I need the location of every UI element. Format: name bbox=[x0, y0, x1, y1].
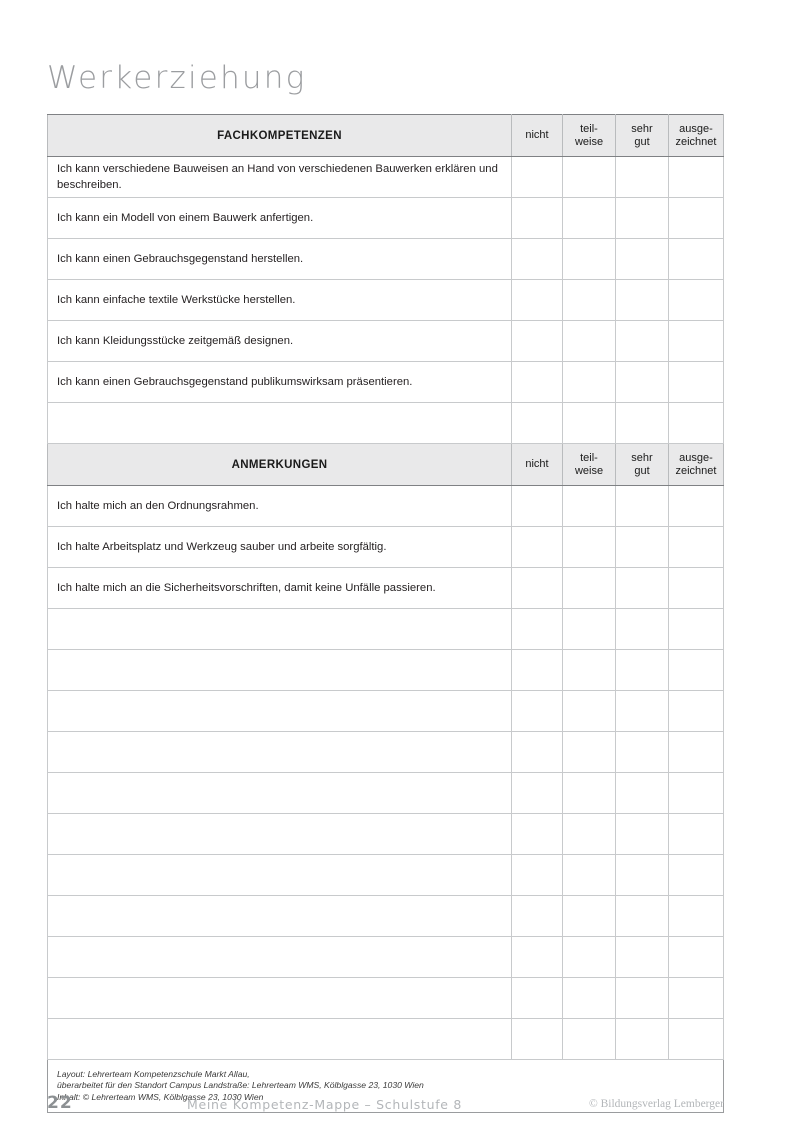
rating-checkbox-cell[interactable] bbox=[512, 527, 563, 568]
rating-checkbox-cell[interactable] bbox=[512, 362, 563, 403]
rating-checkbox-cell[interactable] bbox=[669, 773, 724, 814]
empty-statement-cell[interactable] bbox=[48, 403, 512, 444]
statement-text: Ich kann Kleidungsstücke zeitgemäß designen. bbox=[48, 321, 512, 362]
rating-checkbox-cell[interactable] bbox=[512, 198, 563, 239]
rating-checkbox-cell[interactable] bbox=[563, 239, 616, 280]
empty-row[interactable] bbox=[48, 609, 724, 650]
rating-checkbox-cell[interactable] bbox=[512, 978, 563, 1019]
statement-text: Ich halte mich an die Sicherheitsvorschriften, damit keine Unfälle passieren. bbox=[48, 568, 512, 609]
rating-checkbox-cell[interactable] bbox=[616, 280, 669, 321]
rating-checkbox-cell[interactable] bbox=[563, 609, 616, 650]
statement-text: Ich kann einfache textile Werkstücke herstellen. bbox=[48, 280, 512, 321]
rating-checkbox-cell[interactable] bbox=[669, 486, 724, 527]
rating-checkbox-cell[interactable] bbox=[616, 773, 669, 814]
empty-row[interactable] bbox=[48, 937, 724, 978]
rating-header-line2: weise bbox=[574, 464, 604, 477]
rating-checkbox-cell[interactable] bbox=[669, 650, 724, 691]
rating-checkbox-cell[interactable] bbox=[669, 157, 724, 198]
rating-checkbox-cell[interactable] bbox=[563, 321, 616, 362]
empty-statement-cell[interactable] bbox=[48, 691, 512, 732]
footer-publisher: © Bildungsverlag Lemberger bbox=[589, 1098, 724, 1110]
rating-checkbox-cell[interactable] bbox=[512, 937, 563, 978]
empty-row[interactable] bbox=[48, 896, 724, 937]
rating-checkbox-cell[interactable] bbox=[563, 198, 616, 239]
rating-column-header bbox=[616, 444, 669, 486]
rating-checkbox-cell[interactable] bbox=[669, 403, 724, 444]
rating-checkbox-cell[interactable] bbox=[563, 362, 616, 403]
empty-row[interactable] bbox=[48, 1019, 724, 1060]
rating-header-line1: sehr bbox=[631, 451, 653, 464]
rating-checkbox-cell[interactable] bbox=[669, 732, 724, 773]
rating-checkbox-cell[interactable] bbox=[563, 486, 616, 527]
empty-statement-cell[interactable] bbox=[48, 896, 512, 937]
empty-row[interactable] bbox=[48, 855, 724, 896]
rating-checkbox-cell[interactable] bbox=[616, 937, 669, 978]
rating-checkbox-cell[interactable] bbox=[669, 609, 724, 650]
empty-statement-cell[interactable] bbox=[48, 814, 512, 855]
rating-checkbox-cell[interactable] bbox=[563, 157, 616, 198]
rating-checkbox-cell[interactable] bbox=[512, 814, 563, 855]
empty-statement-cell[interactable] bbox=[48, 650, 512, 691]
statement-row bbox=[48, 362, 724, 403]
statement-row bbox=[48, 568, 724, 609]
statement-text: Ich kann einen Gebrauchsgegenstand publikumswirksam präsentieren. bbox=[48, 362, 512, 403]
rating-checkbox-cell[interactable] bbox=[616, 198, 669, 239]
rating-checkbox-cell[interactable] bbox=[669, 855, 724, 896]
rating-column-header bbox=[563, 115, 616, 157]
rating-checkbox-cell[interactable] bbox=[616, 1019, 669, 1060]
competency-table bbox=[47, 114, 724, 1113]
rating-checkbox-cell[interactable] bbox=[512, 239, 563, 280]
rating-checkbox-cell[interactable] bbox=[512, 896, 563, 937]
section-header-row bbox=[48, 444, 724, 486]
rating-checkbox-cell[interactable] bbox=[563, 896, 616, 937]
rating-checkbox-cell[interactable] bbox=[563, 650, 616, 691]
rating-header-line1: sehr bbox=[631, 122, 653, 135]
rating-checkbox-cell[interactable] bbox=[616, 855, 669, 896]
rating-checkbox-cell[interactable] bbox=[616, 527, 669, 568]
empty-row[interactable] bbox=[48, 403, 724, 444]
rating-checkbox-cell[interactable] bbox=[669, 691, 724, 732]
rating-checkbox-cell[interactable] bbox=[512, 691, 563, 732]
rating-checkbox-cell[interactable] bbox=[512, 486, 563, 527]
rating-checkbox-cell[interactable] bbox=[512, 321, 563, 362]
rating-checkbox-cell[interactable] bbox=[563, 280, 616, 321]
rating-checkbox-cell[interactable] bbox=[669, 896, 724, 937]
empty-row[interactable] bbox=[48, 978, 724, 1019]
empty-statement-cell[interactable] bbox=[48, 773, 512, 814]
rating-checkbox-cell[interactable] bbox=[563, 978, 616, 1019]
statement-text: Ich kann ein Modell von einem Bauwerk anfertigen. bbox=[48, 198, 512, 239]
statement-text: Ich kann verschiedene Bauweisen an Hand von verschiedenen Bauwerken erklären und beschreiben. bbox=[48, 157, 512, 198]
empty-statement-cell[interactable] bbox=[48, 732, 512, 773]
rating-checkbox-cell[interactable] bbox=[616, 732, 669, 773]
rating-checkbox-cell[interactable] bbox=[616, 486, 669, 527]
rating-checkbox-cell[interactable] bbox=[563, 1019, 616, 1060]
rating-checkbox-cell[interactable] bbox=[563, 568, 616, 609]
rating-checkbox-cell[interactable] bbox=[669, 362, 724, 403]
rating-checkbox-cell[interactable] bbox=[563, 937, 616, 978]
rating-header-line1: ausge- bbox=[679, 451, 713, 464]
rating-checkbox-cell[interactable] bbox=[669, 527, 724, 568]
footer-series-title: Meine Kompetenz-Mappe – Schulstufe 8 bbox=[187, 1097, 463, 1112]
rating-column-header bbox=[669, 115, 724, 157]
rating-header-line2: weise bbox=[574, 135, 604, 148]
statement-row bbox=[48, 239, 724, 280]
rating-checkbox-cell[interactable] bbox=[512, 773, 563, 814]
statement-row bbox=[48, 198, 724, 239]
empty-row[interactable] bbox=[48, 650, 724, 691]
rating-checkbox-cell[interactable] bbox=[616, 691, 669, 732]
page-footer bbox=[47, 1093, 747, 1117]
rating-checkbox-cell[interactable] bbox=[669, 321, 724, 362]
statement-row bbox=[48, 527, 724, 568]
credits-line-3: Inhalt: © Lehrerteam WMS, Kölblgasse 23, 1030 Wien bbox=[57, 1091, 264, 1102]
statement-row bbox=[48, 280, 724, 321]
rating-checkbox-cell[interactable] bbox=[669, 814, 724, 855]
rating-checkbox-cell[interactable] bbox=[512, 650, 563, 691]
rating-checkbox-cell[interactable] bbox=[563, 855, 616, 896]
rating-checkbox-cell[interactable] bbox=[563, 732, 616, 773]
empty-statement-cell[interactable] bbox=[48, 1019, 512, 1060]
statement-text: Ich kann einen Gebrauchsgegenstand herstellen. bbox=[48, 239, 512, 280]
rating-column-header bbox=[512, 444, 563, 486]
rating-column-header bbox=[512, 115, 563, 157]
rating-checkbox-cell[interactable] bbox=[616, 403, 669, 444]
rating-checkbox-cell[interactable] bbox=[512, 568, 563, 609]
rating-checkbox-cell[interactable] bbox=[563, 814, 616, 855]
rating-checkbox-cell[interactable] bbox=[616, 239, 669, 280]
rating-checkbox-cell[interactable] bbox=[512, 609, 563, 650]
credits-line-2: überarbeitet für den Standort Campus Landstraße: Lehrerteam WMS, Kölblgasse 23, 1030 Wien bbox=[57, 1080, 424, 1091]
rating-checkbox-cell[interactable] bbox=[512, 1019, 563, 1060]
rating-header-line1: teil- bbox=[580, 122, 598, 135]
rating-header-line1: ausge- bbox=[679, 122, 713, 135]
rating-checkbox-cell[interactable] bbox=[616, 814, 669, 855]
rating-checkbox-cell[interactable] bbox=[563, 773, 616, 814]
empty-row[interactable] bbox=[48, 732, 724, 773]
rating-checkbox-cell[interactable] bbox=[512, 157, 563, 198]
section-heading: FACHKOMPETENZEN bbox=[48, 115, 512, 157]
rating-header-line2: gut bbox=[634, 135, 650, 148]
statement-text: Ich halte Arbeitsplatz und Werkzeug sauber und arbeite sorgfältig. bbox=[48, 527, 512, 568]
rating-header-line1: nicht bbox=[525, 458, 549, 470]
rating-checkbox-cell[interactable] bbox=[669, 239, 724, 280]
statement-row bbox=[48, 157, 724, 198]
rating-checkbox-cell[interactable] bbox=[669, 937, 724, 978]
rating-header-line2: zeichnet bbox=[675, 464, 717, 477]
empty-row[interactable] bbox=[48, 773, 724, 814]
rating-checkbox-cell[interactable] bbox=[616, 321, 669, 362]
rating-checkbox-cell[interactable] bbox=[512, 855, 563, 896]
statement-row bbox=[48, 321, 724, 362]
rating-checkbox-cell[interactable] bbox=[616, 568, 669, 609]
page-title: Werkerziehung bbox=[47, 60, 307, 96]
rating-header-line1: nicht bbox=[525, 129, 549, 141]
empty-row[interactable] bbox=[48, 814, 724, 855]
empty-statement-cell[interactable] bbox=[48, 937, 512, 978]
empty-statement-cell[interactable] bbox=[48, 855, 512, 896]
rating-header-line1: teil- bbox=[580, 451, 598, 464]
rating-checkbox-cell[interactable] bbox=[669, 198, 724, 239]
rating-checkbox-cell[interactable] bbox=[563, 527, 616, 568]
rating-checkbox-cell[interactable] bbox=[616, 609, 669, 650]
rating-checkbox-cell[interactable] bbox=[616, 650, 669, 691]
rating-checkbox-cell[interactable] bbox=[563, 403, 616, 444]
statement-row bbox=[48, 486, 724, 527]
credits-line-1: Layout: Lehrerteam Kompetenzschule Markt Allau, bbox=[57, 1068, 250, 1079]
rating-checkbox-cell[interactable] bbox=[512, 280, 563, 321]
rating-checkbox-cell[interactable] bbox=[512, 403, 563, 444]
empty-row[interactable] bbox=[48, 691, 724, 732]
page-number: 22 bbox=[47, 1093, 73, 1113]
rating-checkbox-cell[interactable] bbox=[669, 568, 724, 609]
rating-checkbox-cell[interactable] bbox=[563, 691, 616, 732]
rating-column-header bbox=[669, 444, 724, 486]
section-header-row bbox=[48, 115, 724, 157]
section-heading: ANMERKUNGEN bbox=[48, 444, 512, 486]
rating-checkbox-cell[interactable] bbox=[512, 732, 563, 773]
rating-column-header bbox=[563, 444, 616, 486]
rating-checkbox-cell[interactable] bbox=[616, 896, 669, 937]
rating-checkbox-cell[interactable] bbox=[616, 362, 669, 403]
empty-statement-cell[interactable] bbox=[48, 609, 512, 650]
rating-checkbox-cell[interactable] bbox=[616, 978, 669, 1019]
statement-text: Ich halte mich an den Ordnungsrahmen. bbox=[48, 486, 512, 527]
empty-statement-cell[interactable] bbox=[48, 978, 512, 1019]
rating-header-line2: gut bbox=[634, 464, 650, 477]
rating-checkbox-cell[interactable] bbox=[669, 978, 724, 1019]
rating-checkbox-cell[interactable] bbox=[669, 280, 724, 321]
rating-checkbox-cell[interactable] bbox=[669, 1019, 724, 1060]
rating-checkbox-cell[interactable] bbox=[616, 157, 669, 198]
rating-header-line2: zeichnet bbox=[675, 135, 717, 148]
rating-column-header bbox=[616, 115, 669, 157]
